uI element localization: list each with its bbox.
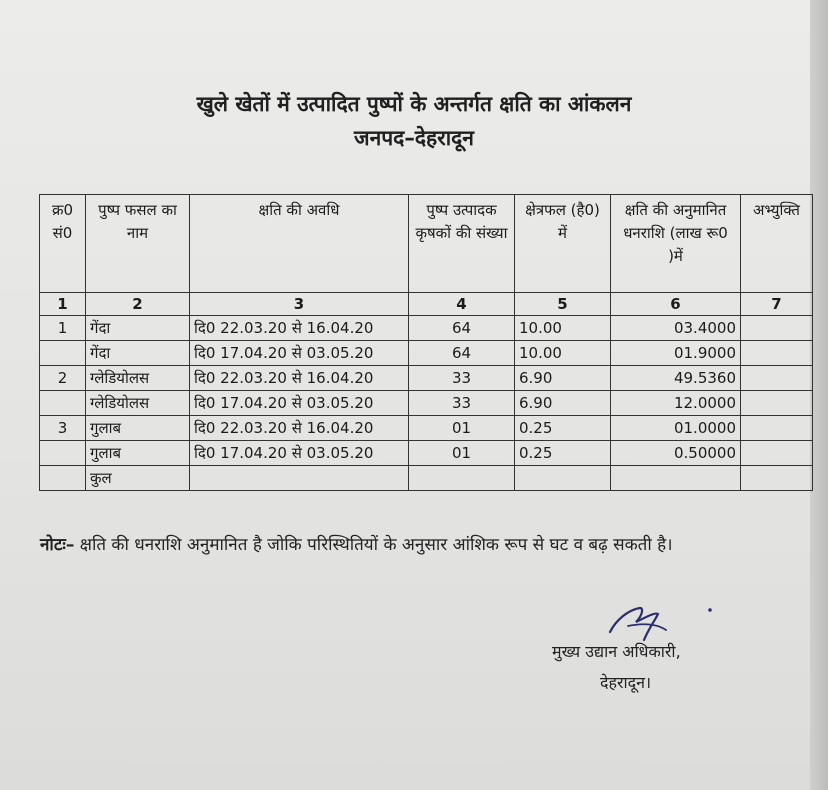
cell-remark bbox=[741, 341, 813, 366]
cell-crop: गेंदा bbox=[86, 316, 190, 341]
table-row bbox=[40, 391, 813, 416]
col-header-farmers: पुष्प उत्पादक कृषकों की संख्या bbox=[409, 195, 515, 293]
note-text: क्षति की धनराशि अनुमानित है जोकि परिस्थितियों के अनुसार आंशिक रूप से घट व बढ़ सकती है। bbox=[79, 535, 673, 555]
cell-sn: 2 bbox=[40, 366, 86, 391]
cell-sn bbox=[40, 441, 86, 466]
cell-sn: 3 bbox=[40, 416, 86, 441]
cell-remark bbox=[741, 466, 813, 491]
cell-period: दि0 17.04.20 से 03.05.20 bbox=[190, 341, 409, 366]
cell-period: दि0 22.03.20 से 16.04.20 bbox=[190, 316, 409, 341]
cell-period bbox=[190, 466, 409, 491]
column-number: 4 bbox=[409, 293, 515, 316]
district-heading: जनपद–देहरादून bbox=[354, 126, 474, 150]
col-header-period: क्षति की अवधि bbox=[190, 195, 409, 293]
table-row bbox=[40, 316, 813, 341]
cell-remark bbox=[741, 416, 813, 441]
cell-sn bbox=[40, 466, 86, 491]
cell-amount: 0.50000 bbox=[611, 441, 741, 466]
col-header-area: क्षेत्रफल (है0) में bbox=[515, 195, 611, 293]
cell-area: 10.00 bbox=[515, 341, 611, 366]
cell-amount: 49.5360 bbox=[611, 366, 741, 391]
col-header-remark: अभ्युक्ति bbox=[741, 195, 813, 293]
col-header-amount: क्षति की अनुमानित धनराशि (लाख रू0 )में bbox=[611, 195, 741, 293]
cell-farmers bbox=[409, 466, 515, 491]
cell-farmers: 33 bbox=[409, 366, 515, 391]
cell-sn bbox=[40, 341, 86, 366]
total-label: कुल bbox=[86, 466, 190, 491]
cell-sn: 1 bbox=[40, 316, 86, 341]
signatory-block bbox=[552, 636, 681, 698]
column-number: 2 bbox=[86, 293, 190, 316]
cell-amount: 01.0000 bbox=[611, 416, 741, 441]
column-number: 7 bbox=[741, 293, 813, 316]
cell-remark bbox=[741, 441, 813, 466]
cell-amount: 01.9000 bbox=[611, 341, 741, 366]
loss-assessment-table bbox=[39, 194, 813, 491]
cell-period: दि0 17.04.20 से 03.05.20 bbox=[190, 391, 409, 416]
cell-amount bbox=[611, 466, 741, 491]
cell-farmers: 33 bbox=[409, 391, 515, 416]
cell-area: 0.25 bbox=[515, 416, 611, 441]
cell-remark bbox=[741, 316, 813, 341]
note-label: नोटः– bbox=[40, 535, 75, 555]
cell-sn bbox=[40, 391, 86, 416]
col-header-crop: पुष्प फसल का नाम bbox=[86, 195, 190, 293]
cell-farmers: 64 bbox=[409, 341, 515, 366]
cell-farmers: 64 bbox=[409, 316, 515, 341]
table-row bbox=[40, 341, 813, 366]
column-number: 5 bbox=[515, 293, 611, 316]
cell-period: दि0 17.04.20 से 03.05.20 bbox=[190, 441, 409, 466]
cell-period: दि0 22.03.20 से 16.04.20 bbox=[190, 416, 409, 441]
cell-period: दि0 22.03.20 से 16.04.20 bbox=[190, 366, 409, 391]
column-number: 6 bbox=[611, 293, 741, 316]
cell-remark bbox=[741, 391, 813, 416]
cell-farmers: 01 bbox=[409, 416, 515, 441]
table-header-row bbox=[40, 195, 813, 293]
cell-amount: 03.4000 bbox=[611, 316, 741, 341]
cell-remark bbox=[741, 366, 813, 391]
column-number: 1 bbox=[40, 293, 86, 316]
cell-crop: ग्लेडियोलस bbox=[86, 366, 190, 391]
cell-crop: ग्लेडियोलस bbox=[86, 391, 190, 416]
total-row bbox=[40, 466, 813, 491]
signatory-place: देहरादून। bbox=[600, 673, 652, 692]
col-header-sn: क्र0 सं0 bbox=[40, 195, 86, 293]
table-row bbox=[40, 441, 813, 466]
cell-crop: गुलाब bbox=[86, 441, 190, 466]
cell-crop: गेंदा bbox=[86, 341, 190, 366]
column-number-row bbox=[40, 293, 813, 316]
table-row bbox=[40, 366, 813, 391]
cell-area: 10.00 bbox=[515, 316, 611, 341]
signatory-designation: मुख्य उद्यान अधिकारी, bbox=[552, 642, 681, 661]
document-title: खुले खेतों में उत्पादित पुष्पों के अन्तर्गत क्षति का आंकलन bbox=[196, 92, 632, 116]
cell-area: 6.90 bbox=[515, 366, 611, 391]
cell-amount: 12.0000 bbox=[611, 391, 741, 416]
cell-crop: गुलाब bbox=[86, 416, 190, 441]
table-row bbox=[40, 416, 813, 441]
cell-area: 0.25 bbox=[515, 441, 611, 466]
column-number: 3 bbox=[190, 293, 409, 316]
cell-farmers: 01 bbox=[409, 441, 515, 466]
cell-area bbox=[515, 466, 611, 491]
note-paragraph bbox=[40, 530, 780, 561]
cell-area: 6.90 bbox=[515, 391, 611, 416]
